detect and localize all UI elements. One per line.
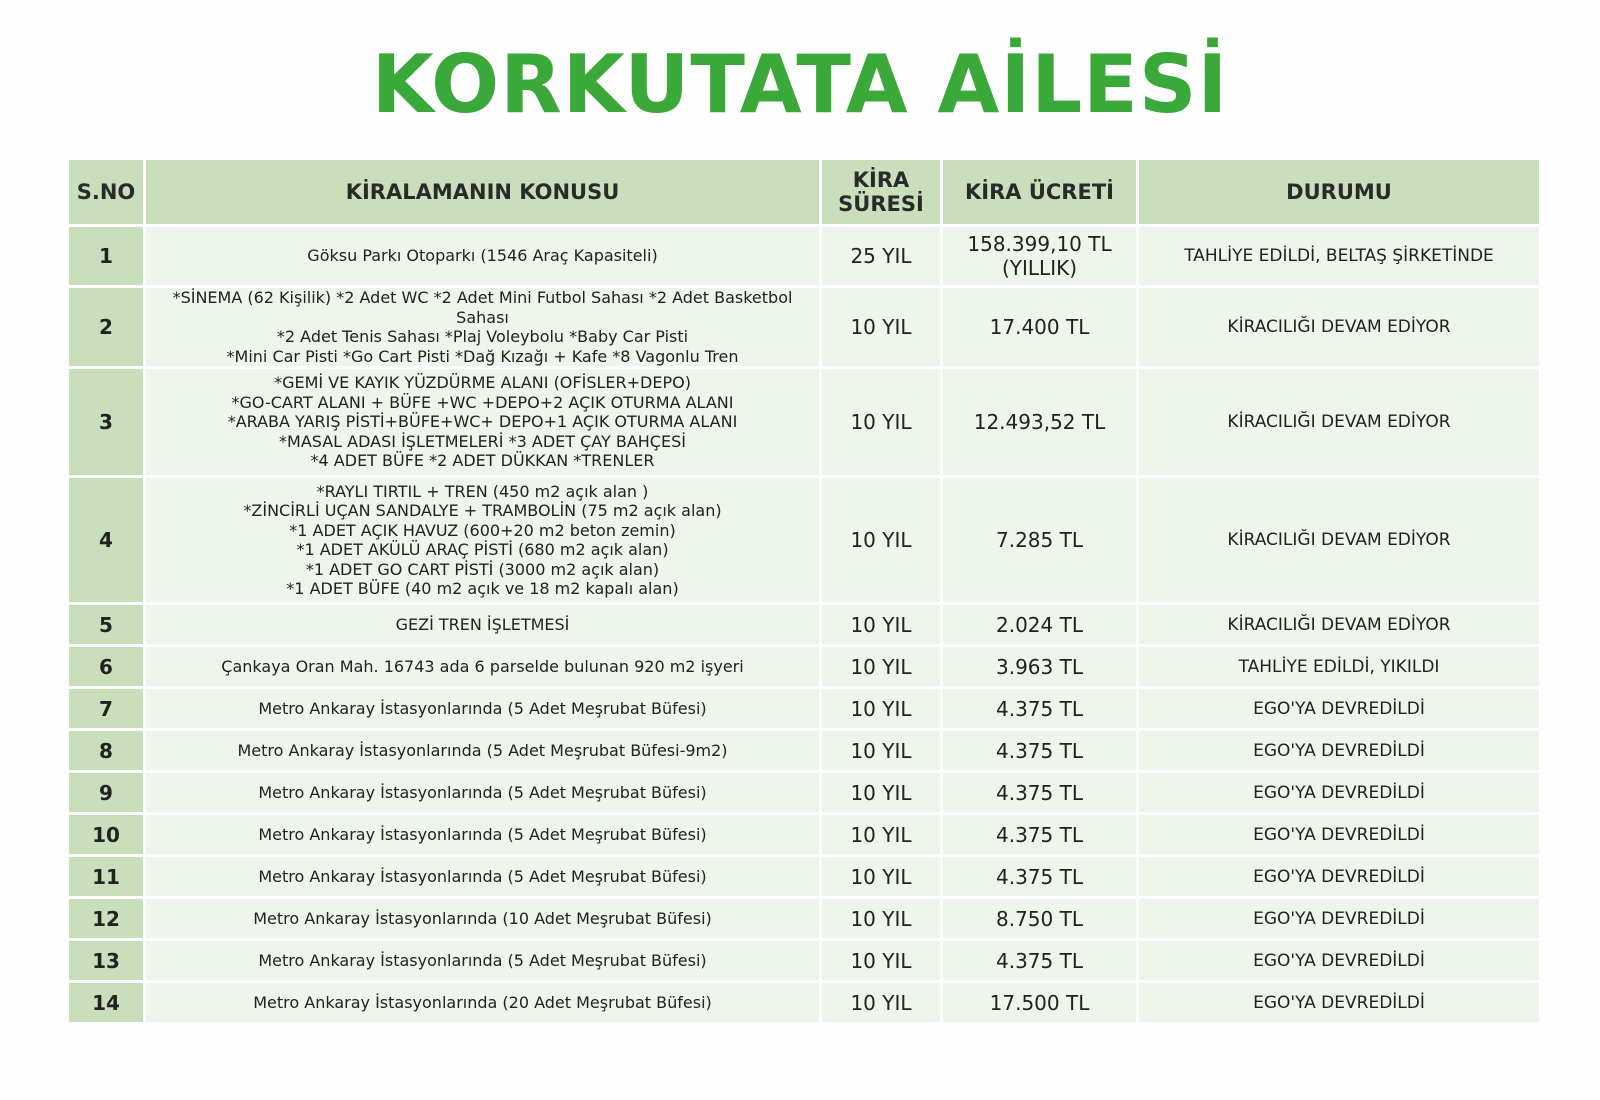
table-row	[69, 369, 1539, 475]
row-number: 12	[69, 899, 143, 938]
table-header-row	[69, 160, 1539, 224]
lease-fee	[943, 899, 1136, 938]
lease-fee-line: 17.400 TL	[989, 315, 1090, 339]
lease-fee	[943, 941, 1136, 980]
lease-term: 10 YIL	[822, 731, 940, 770]
lease-subject-line: *4 ADET BÜFE *2 ADET DÜKKAN *TRENLER	[310, 451, 655, 471]
row-number: 5	[69, 605, 143, 644]
lease-subject-line: GEZİ TREN İŞLETMESİ	[395, 614, 570, 634]
lease-status: EGO'YA DEVREDİLDİ	[1139, 941, 1539, 980]
lease-table	[66, 157, 1542, 1025]
lease-term: 10 YIL	[822, 815, 940, 854]
row-number: 4	[69, 478, 143, 602]
lease-term: 10 YIL	[822, 773, 940, 812]
lease-subject-line: Metro Ankaray İstasyonlarında (5 Adet Meşrubat Büfesi)	[258, 950, 707, 970]
table-row	[69, 773, 1539, 812]
header-term-line2: SÜRESİ	[838, 192, 924, 216]
lease-term: 10 YIL	[822, 899, 940, 938]
row-number: 14	[69, 983, 143, 1022]
lease-status: EGO'YA DEVREDİLDİ	[1139, 857, 1539, 896]
row-number: 10	[69, 815, 143, 854]
table-row	[69, 731, 1539, 770]
table-row	[69, 605, 1539, 644]
row-number: 2	[69, 288, 143, 366]
page-title: KORKUTATA AİLESİ	[371, 38, 1229, 131]
lease-status: KİRACILIĞI DEVAM EDİYOR	[1139, 478, 1539, 602]
lease-term: 10 YIL	[822, 478, 940, 602]
header-term	[822, 160, 940, 224]
table-row	[69, 689, 1539, 728]
row-number: 6	[69, 647, 143, 686]
lease-subject	[146, 815, 819, 854]
lease-fee	[943, 647, 1136, 686]
lease-subject-line: Göksu Parkı Otoparkı (1546 Araç Kapasiteli)	[307, 246, 658, 266]
lease-term: 10 YIL	[822, 689, 940, 728]
lease-subject-line: *1 ADET AKÜLÜ ARAÇ PİSTİ (680 m2 açık alan)	[296, 540, 669, 559]
lease-status: KİRACILIĞI DEVAM EDİYOR	[1139, 369, 1539, 475]
table-body	[69, 227, 1539, 1022]
lease-subject-line: Metro Ankaray İstasyonlarında (5 Adet Meşrubat Büfesi)	[258, 698, 707, 718]
lease-subject-line: *GO-CART ALANI + BÜFE +WC +DEPO+2 AÇIK OTURMA ALANI	[231, 392, 734, 412]
lease-term: 10 YIL	[822, 857, 940, 896]
lease-subject	[146, 983, 819, 1022]
lease-subject-line: *Mini Car Pisti *Go Cart Pisti *Dağ Kızağı + Kafe *8 Vagonlu Tren	[226, 346, 739, 366]
lease-fee-line: (YILLIK)	[1001, 256, 1078, 280]
lease-fee-line: 17.500 TL	[989, 990, 1090, 1015]
table-row	[69, 857, 1539, 896]
lease-term: 10 YIL	[822, 647, 940, 686]
header-fee: KİRA ÜCRETİ	[943, 160, 1136, 224]
lease-term: 10 YIL	[822, 288, 940, 366]
lease-fee	[943, 605, 1136, 644]
lease-subject	[146, 941, 819, 980]
lease-fee-line: 8.750 TL	[996, 906, 1083, 931]
row-number: 13	[69, 941, 143, 980]
lease-subject	[146, 369, 819, 475]
row-number: 3	[69, 369, 143, 475]
lease-subject-line: Metro Ankaray İstasyonlarında (5 Adet Meşrubat Büfesi-9m2)	[237, 740, 728, 760]
lease-fee-line: 4.375 TL	[996, 864, 1083, 889]
lease-subject-line: *RAYLI TIRTIL + TREN (450 m2 açık alan )	[316, 481, 649, 501]
lease-fee	[943, 857, 1136, 896]
lease-fee-line: 3.963 TL	[996, 654, 1083, 679]
lease-fee	[943, 288, 1136, 366]
lease-status: KİRACILIĞI DEVAM EDİYOR	[1139, 288, 1539, 366]
row-number: 9	[69, 773, 143, 812]
lease-subject	[146, 288, 819, 366]
lease-fee-line: 158.399,10 TL	[967, 232, 1112, 256]
lease-status: TAHLİYE EDİLDİ, BELTAŞ ŞİRKETİNDE	[1139, 227, 1539, 285]
header-term-line1: KİRA	[852, 168, 910, 192]
lease-subject	[146, 773, 819, 812]
lease-subject-line: *SİNEMA (62 Kişilik) *2 Adet WC *2 Adet Mini Futbol Sahası *2 Adet Basketbol Sahası	[172, 288, 793, 327]
lease-fee-line: 4.375 TL	[996, 780, 1083, 805]
lease-status: EGO'YA DEVREDİLDİ	[1139, 899, 1539, 938]
table-row	[69, 288, 1539, 366]
lease-term: 25 YIL	[822, 227, 940, 285]
lease-fee	[943, 773, 1136, 812]
row-number: 1	[69, 227, 143, 285]
table-row	[69, 227, 1539, 285]
lease-subject	[146, 647, 819, 686]
lease-subject-line: Metro Ankaray İstasyonlarında (10 Adet Meşrubat Büfesi)	[253, 908, 712, 928]
lease-status: EGO'YA DEVREDİLDİ	[1139, 773, 1539, 812]
lease-fee-line: 12.493,52 TL	[973, 410, 1106, 434]
lease-fee	[943, 478, 1136, 602]
lease-subject-line: *ARABA YARIŞ PİSTİ+BÜFE+WC+ DEPO+1 AÇIK OTURMA ALANI	[227, 412, 738, 432]
lease-term: 10 YIL	[822, 605, 940, 644]
row-number: 7	[69, 689, 143, 728]
lease-subject-line: *1 ADET BÜFE (40 m2 açık ve 18 m2 kapalı alan)	[286, 579, 679, 598]
row-number: 11	[69, 857, 143, 896]
lease-subject	[146, 227, 819, 285]
lease-fee-line: 4.375 TL	[996, 822, 1083, 847]
lease-subject	[146, 605, 819, 644]
header-status: DURUMU	[1139, 160, 1539, 224]
lease-subject	[146, 689, 819, 728]
lease-subject	[146, 857, 819, 896]
lease-subject-line: *MASAL ADASI İŞLETMELERİ *3 ADET ÇAY BAHÇESİ	[279, 431, 686, 451]
lease-status: EGO'YA DEVREDİLDİ	[1139, 731, 1539, 770]
lease-fee	[943, 815, 1136, 854]
lease-subject-line: *GEMİ VE KAYIK YÜZDÜRME ALANI (OFİSLER+DEPO)	[274, 373, 691, 393]
lease-fee	[943, 369, 1136, 475]
table-row	[69, 983, 1539, 1022]
row-number: 8	[69, 731, 143, 770]
lease-subject	[146, 899, 819, 938]
lease-term: 10 YIL	[822, 983, 940, 1022]
lease-subject-line: *1 ADET AÇIK HAVUZ (600+20 m2 beton zemin)	[289, 520, 676, 540]
lease-status: EGO'YA DEVREDİLDİ	[1139, 815, 1539, 854]
table-row	[69, 478, 1539, 602]
lease-fee	[943, 731, 1136, 770]
lease-subject-line: Metro Ankaray İstasyonlarında (5 Adet Meşrubat Büfesi)	[258, 866, 707, 886]
lease-status: KİRACILIĞI DEVAM EDİYOR	[1139, 605, 1539, 644]
lease-subject-line: Metro Ankaray İstasyonlarında (5 Adet Meşrubat Büfesi)	[258, 782, 707, 802]
lease-fee	[943, 689, 1136, 728]
lease-subject	[146, 731, 819, 770]
table-row	[69, 815, 1539, 854]
table-row	[69, 899, 1539, 938]
lease-term: 10 YIL	[822, 941, 940, 980]
lease-subject-line: *ZİNCİRLİ UÇAN SANDALYE + TRAMBOLİN (75 m2 açık alan)	[243, 501, 722, 520]
lease-fee-line: 4.375 TL	[996, 948, 1083, 973]
lease-fee-line: 7.285 TL	[996, 528, 1083, 552]
lease-subject-line: Metro Ankaray İstasyonlarında (5 Adet Meşrubat Büfesi)	[258, 824, 707, 844]
lease-subject-line: *2 Adet Tenis Sahası *Plaj Voleybolu *Baby Car Pisti	[276, 327, 689, 346]
header-subject: KİRALAMANIN KONUSU	[146, 160, 819, 224]
lease-fee	[943, 983, 1136, 1022]
lease-fee-line: 4.375 TL	[996, 738, 1083, 763]
lease-term: 10 YIL	[822, 369, 940, 475]
lease-status: TAHLİYE EDİLDİ, YIKILDI	[1139, 647, 1539, 686]
lease-fee-line: 4.375 TL	[996, 696, 1083, 721]
lease-subject	[146, 478, 819, 602]
table-row	[69, 941, 1539, 980]
lease-fee	[943, 227, 1136, 285]
lease-status: EGO'YA DEVREDİLDİ	[1139, 983, 1539, 1022]
lease-subject-line: Çankaya Oran Mah. 16743 ada 6 parselde bulunan 920 m2 işyeri	[221, 656, 744, 676]
lease-subject-line: Metro Ankaray İstasyonlarında (20 Adet Meşrubat Büfesi)	[253, 992, 712, 1012]
lease-status: EGO'YA DEVREDİLDİ	[1139, 689, 1539, 728]
header-sno: S.NO	[69, 160, 143, 224]
lease-subject-line: *1 ADET GO CART PİSTİ (3000 m2 açık alan)	[305, 559, 660, 579]
table-row	[69, 647, 1539, 686]
lease-fee-line: 2.024 TL	[996, 612, 1083, 637]
